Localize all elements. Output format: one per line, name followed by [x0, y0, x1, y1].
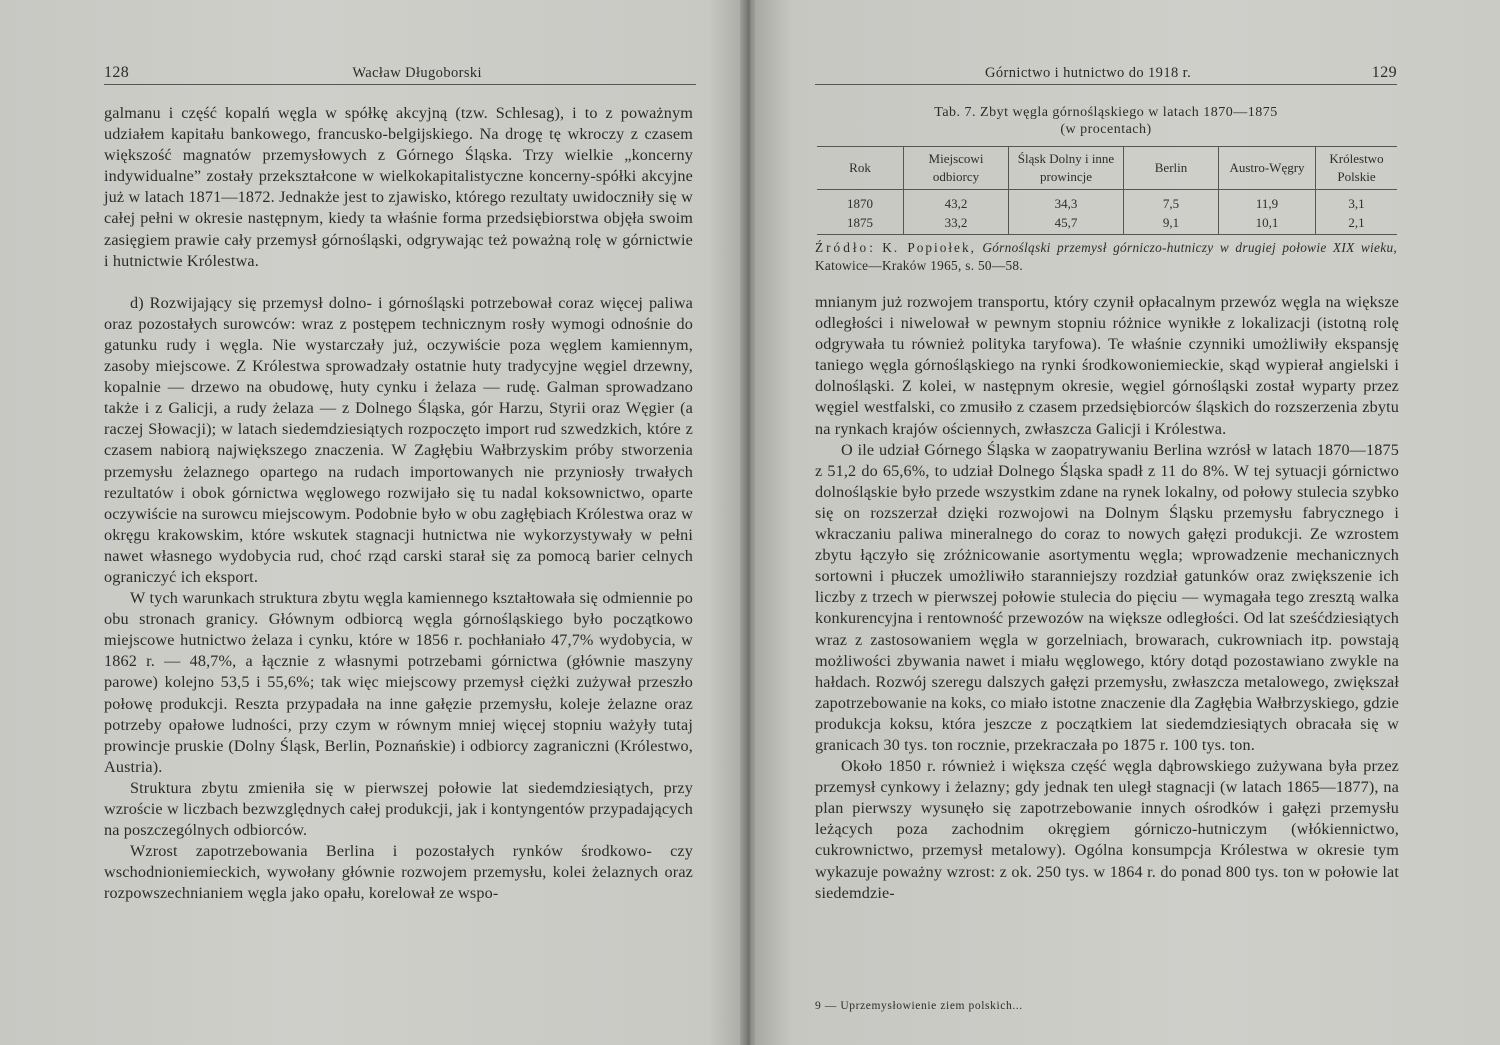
table-cell: 10,1 — [1219, 213, 1316, 235]
table-header-cell: Rok — [817, 147, 904, 190]
page-number: 128 — [104, 64, 130, 81]
right-running-head — [815, 64, 1397, 85]
source-author: K. Popiołek, — [882, 240, 976, 255]
table-caption-unit: (w procentach) — [1060, 122, 1152, 137]
table-header-cell: Miejscowi odbiorcy — [904, 147, 1009, 190]
chapter-header: Górnictwo i hutnictwo do 1918 r. — [985, 65, 1192, 81]
paragraph: mnianym już rozwojem transportu, który czynił opłacalnym przewóz węgla na większe odległości i niwelował w pewnym stopniu różnice wynikłe z lokalizacji (istotną rolę odgrywała tu również polityka taryfowa). Te właśnie czynniki umożliwiły ekspansję taniego węgla górnośląskiego na rynki środkowoniemieckie, skąd wypierał angielski i dolnośląski. Z kolei, w następnym okresie, węgiel górnośląski został wyparty przez węgiel westfalski, co zmusiło z czasem przedsiębiorców śląskich do rozszerzenia zbytu na rynkach krajów ościennych, zwłaszcza Galicji i Królestwa. — [815, 293, 1399, 438]
paragraph: Struktura zbytu zmieniła się w pierwszej połowie lat siedemdziesiątych, przy wzroście w liczbach bezwzględnych całej produkcji, jak i kontyngentów przypadających na poszczególnych odbiorców. — [104, 778, 693, 840]
table-header-row — [817, 147, 1397, 190]
source-publication: Katowice—Kraków 1965, s. 50—58. — [815, 258, 1023, 273]
paragraph: O ile udział Górnego Śląska w zaopatrywaniu Berlina wzrósł w latach 1870—1875 z 51,2 do 65,6%, to udział Dolnego Śląska spadł z 11 do 8%. W tej sytuacji górnictwo dolnośląskie było przede wszystkim zdane na rynek lokalny, od połowy stulecia szybko się on rozszerzał dzięki rozwojowi na Dolnym Śląsku przemysłu fabrycznego i wkraczaniu paliwa mineralnego do coraz to nowych gałęzi produkcji. Ze wzrostem zbytu łączyło się zróżnicowanie asortymentu węgla; wprowadzenie mechanicznych sortowni i płuczek umożliwiło staranniejszy rozdział gatunków oraz zwiększenie ich liczby z trzech w pierwszej połowie stulecia do pięciu — wymagała tego zresztą walka konkurencyjna i rentowność przewozów na większe odległości. Od lat sześćdziesiątych wraz z zastosowaniem węgla w gorzelniach, browarach, cukrowniach itp. powstają możliwości zbywania nawet i miału węglowego, który dotąd pozostawiano zwykle na hałdach. Rozwój szeregu dalszych gałęzi przemysłu, zwłaszcza metalowego, zwiększał zapotrzebowanie na koks, co miało istotne znaczenie dla Zagłębia Wałbrzyskiego, gdzie produkcja koksu, która jeszcze z początkiem lat siedemdziesiątych obracała się w granicach 30 tys. ton rocznie, przekraczała po 1875 r. 100 tys. ton. — [815, 440, 1399, 754]
paragraph: d) Rozwijający się przemysł dolno- i górnośląski potrzebował coraz więcej paliwa oraz pozostałych surowców: wraz z postępem technicznym rosły wymogi odnośnie do gatunku rudy i węgla. Nie wystarczały już, oczywiście poza węglem kamiennym, zasoby miejscowe. Z Królestwa sprowadzały ostatnie huty tradycyjne węgiel drzewny, kopalnie — drzewo na obudowę, huty cynku i żelaza — rudę. Galman sprowadzano także i z Galicji, a rudy żelaza — z Dolnego Śląska, gór Harzu, Styrii oraz Węgier (a raczej Słowacji); w latach siedemdziesiątych rozpoczęto import rud szwedzkich, które z czasem nabiorą największego znaczenia. W Zagłębiu Wałbrzyskim próby stworzenia przemysłu żelaznego opartego na rudach importowanych nie przyniosły trwałych rezultatów i obok górnictwa węglowego rozwijało się tu nadal koksownictwo, oparte oczywiście na surowcu miejscowym. Podobnie było w obu zagłębiach Królestwa oraz w okręgu krakowskim, które wskutek stagnacji hutnictwa nie wykorzystywały w pełni nawet własnego wydobycia rud, choć rząd carski starał się za pomocą barier celnych ograniczyć ich eksport. — [104, 293, 693, 586]
table-cell: 1875 — [817, 213, 904, 235]
paragraph: Wzrost zapotrzebowania Berlina i pozostałych rynków środkowo- czy wschodnioniemieckich, wywołany głównie rozwojem przemysłu, kolei żelaznych oraz rozpowszechnianiem węgla jako opału, korelował ze wspo- — [104, 842, 693, 903]
table-cell: 11,9 — [1219, 190, 1316, 214]
table-cell: 2,1 — [1316, 213, 1398, 235]
table-cell: 9,1 — [1124, 213, 1219, 235]
right-page — [755, 0, 1500, 1045]
table-cell: 33,2 — [904, 213, 1009, 235]
table-cell: 45,7 — [1009, 213, 1124, 235]
source-title: Górnośląski przemysł górniczo-hutniczy w drugiej połowie XIX wieku, — [982, 240, 1398, 255]
left-body-text — [104, 103, 693, 904]
table-header-cell: Królestwo Polskie — [1316, 147, 1398, 190]
page-number: 129 — [1371, 64, 1397, 81]
table-row — [817, 190, 1397, 214]
paragraph: galmanu i część kopalń węgla w spółkę akcyjną (tzw. Schlesag), i to z poważnym udziałem kapitału bankowego, francusko-belgijskiego. Na drogę tę wkroczy z czasem większość magnatów przemysłowych z Górnego Śląska. Trzy wielkie „koncerny indywidualne” zostały przekształcone w wielkokapitalistyczne koncerny-spółki akcyjne już w latach 1871—1872. Jednakże jest to zjawisko, którego rezultaty uwidoczniły się w całej pełni w okresie następnym, kiedy ta właśnie forma przedsiębiorstwa objęła swoim zasięgiem prawie cały przemysł górnośląski, odgrywając też poważną rolę w górnictwie i hutnictwie Królestwa. — [104, 104, 693, 270]
table-row — [817, 213, 1397, 235]
table-caption — [815, 104, 1397, 138]
table-caption-title: Tab. 7. Zbyt węgla górnośląskiego w latach 1870—1875 — [934, 105, 1278, 120]
author-header: Wacław Długoborski — [352, 65, 482, 81]
paragraph: W tych warunkach struktura zbytu węgla kamiennego kształtowała się odmiennie po obu stronach granicy. Głównym odbiorcą węgla górnośląskiego było początkowo miejscowe hutnictwo żelaza i cynku, które w 1856 r. pochłaniało 47,7% wydobycia, w 1862 r. — 48,7%, a łącznie z własnymi potrzebami górnictwa (głównie maszyny parowe) kolejno 53,5 i 55,6%; tak więc miejscowy przemysł ciężki zużywał przeszło połowę produkcji. Reszta przypadała na inne gałęzie przemysłu, koleje żelazne oraz potrzeby opałowe ludności, przy czym w równym mniej więcej stopniu ważyły tutaj prowincje pruskie (Dolny Śląsk, Berlin, Poznańskie) i odbiorcy zagraniczni (Królestwo, Austria). — [104, 589, 693, 776]
table-cell: 43,2 — [904, 190, 1009, 214]
table-header-cell: Berlin — [1124, 147, 1219, 190]
paragraph: Około 1850 r. również i większa część węgla dąbrowskiego zużywana była przez przemysł cynkowy i żelazny; gdy jednak ten uległ stagnacji (w latach 1865—1877), na plan pierwszy wysunęło się zapotrzebowanie innych ośrodków i gałęzi przemysłu leżących poza zachodnim okręgiem górniczo-hutniczym (włókiennictwo, cukrownictwo, przemysł metalowy). Ogólna konsumpcja Królestwa w okresie tym wykazuje poważny wzrost: z ok. 250 tys. w 1864 r. do ponad 800 tys. ton w połowie lat siedemdzie- — [815, 757, 1399, 902]
coal-sales-table — [817, 146, 1397, 235]
left-running-head — [104, 64, 696, 85]
source-label: Źródło: — [815, 240, 876, 255]
left-page — [0, 0, 745, 1045]
table-cell: 7,5 — [1124, 190, 1219, 214]
table-cell: 34,3 — [1009, 190, 1124, 214]
table-cell: 1870 — [847, 196, 873, 211]
table-header-cell: Śląsk Dolny i inne prowincje — [1009, 147, 1124, 190]
signature-footnote: 9 — Uprzemysłowienie ziem polskich... — [815, 1000, 1023, 1012]
table-cell: 3,1 — [1316, 190, 1398, 214]
table-source-note — [815, 239, 1397, 275]
table-header-cell: Austro-Węgry — [1219, 147, 1316, 190]
right-body-text — [815, 292, 1399, 904]
